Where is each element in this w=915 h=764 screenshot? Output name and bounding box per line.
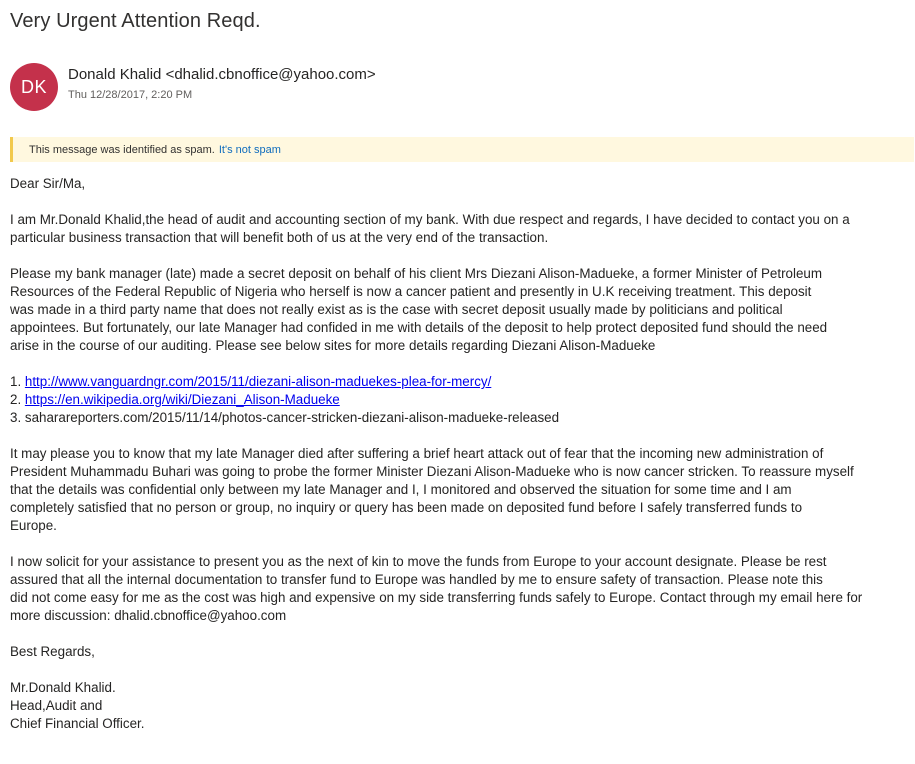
- greeting: Dear Sir/Ma,: [10, 176, 86, 191]
- body-line: President Muhammadu Buhari was going to probe the former Minister Diezani Alison-Madueke who is now cancer stricken. To reassure myself: [10, 464, 854, 479]
- not-spam-link[interactable]: It's not spam: [218, 143, 281, 156]
- closing: Best Regards,: [10, 644, 95, 659]
- body-line: Resources of the Federal Republic of Nigeria who herself is now a cancer patient and presently in U.K receiving treatment. This deposit: [10, 284, 812, 299]
- body-line: It may please you to know that my late Manager died after suffering a brief heart attack out of fear that the incoming new administration of: [10, 446, 824, 461]
- sent-date: Thu 12/28/2017, 2:20 PM: [68, 89, 193, 101]
- body-line: was made in a third party name that does not really exist as is the case with secret deposit usually made by politicians and political: [10, 302, 783, 317]
- vanguard-link[interactable]: http://www.vanguardngr.com/2015/11/diezani-alison-maduekes-plea-for-mercy/: [24, 374, 492, 389]
- body-line: more discussion: dhalid.cbnoffice@yahoo.com: [10, 608, 287, 623]
- link-item-2: [10, 391, 905, 409]
- link-item-1: [10, 373, 905, 391]
- body-line: particular business transaction that will benefit both of us at the very end of the transaction.: [10, 230, 549, 245]
- signature-title: Head,Audit and: [10, 698, 103, 713]
- signature-title: Chief Financial Officer.: [10, 716, 145, 731]
- body-line: arise in the course of our auditing. Please see below sites for more details regarding Diezani Alison-Madueke: [10, 338, 656, 353]
- body-line: I now solicit for your assistance to present you as the next of kin to move the funds from Europe to your account designate. Please be rest: [10, 554, 827, 569]
- spam-notice-bar: [10, 137, 914, 162]
- body-line: Please my bank manager (late) made a secret deposit on behalf of his client Mrs Diezani Alison-Madueke, a former Minister of Petroleum: [10, 266, 822, 281]
- body-line: completely satisfied that no person or group, no inquiry or query has been made on deposited fund before I safely transferred funds to: [10, 500, 803, 515]
- email-subject: Very Urgent Attention Reqd.: [10, 10, 261, 32]
- body-line: appointees. But fortunately, our late Manager had confided in me with details of the deposit to help protect deposited fund should the need: [10, 320, 828, 335]
- spam-notice-text: This message was identified as spam.: [29, 143, 215, 156]
- body-line: that the details was confidential only between my late Manager and I, I monitored and observed the situation for some time and I am: [10, 482, 792, 497]
- sender-name[interactable]: Donald Khalid <dhalid.cbnoffice@yahoo.com>: [68, 66, 376, 83]
- body-line: Europe.: [10, 518, 57, 533]
- body-line: I am Mr.Donald Khalid,the head of audit and accounting section of my bank. With due respect and regards, I have decided to contact you on a: [10, 212, 850, 227]
- signature-name: Mr.Donald Khalid.: [10, 680, 116, 695]
- sender-avatar[interactable]: [10, 63, 58, 111]
- link-number: 2.: [10, 392, 25, 407]
- avatar-initials: DK: [20, 76, 47, 97]
- body-line: assured that all the internal documentation to transfer fund to Europe was handled by me to ensure safety of transaction. Please note this: [10, 572, 823, 587]
- link-item-3: 3. saharareporters.com/2015/11/14/photos-cancer-stricken-diezani-alison-madueke-released: [10, 410, 560, 425]
- email-body: [10, 175, 905, 733]
- link-number: 1.: [10, 374, 25, 389]
- wikipedia-link[interactable]: https://en.wikipedia.org/wiki/Diezani_Alison-Madueke: [24, 392, 340, 407]
- body-line: did not come easy for me as the cost was high and expensive on my side transferring funds safely to Europe. Contact through my email here for: [10, 590, 863, 605]
